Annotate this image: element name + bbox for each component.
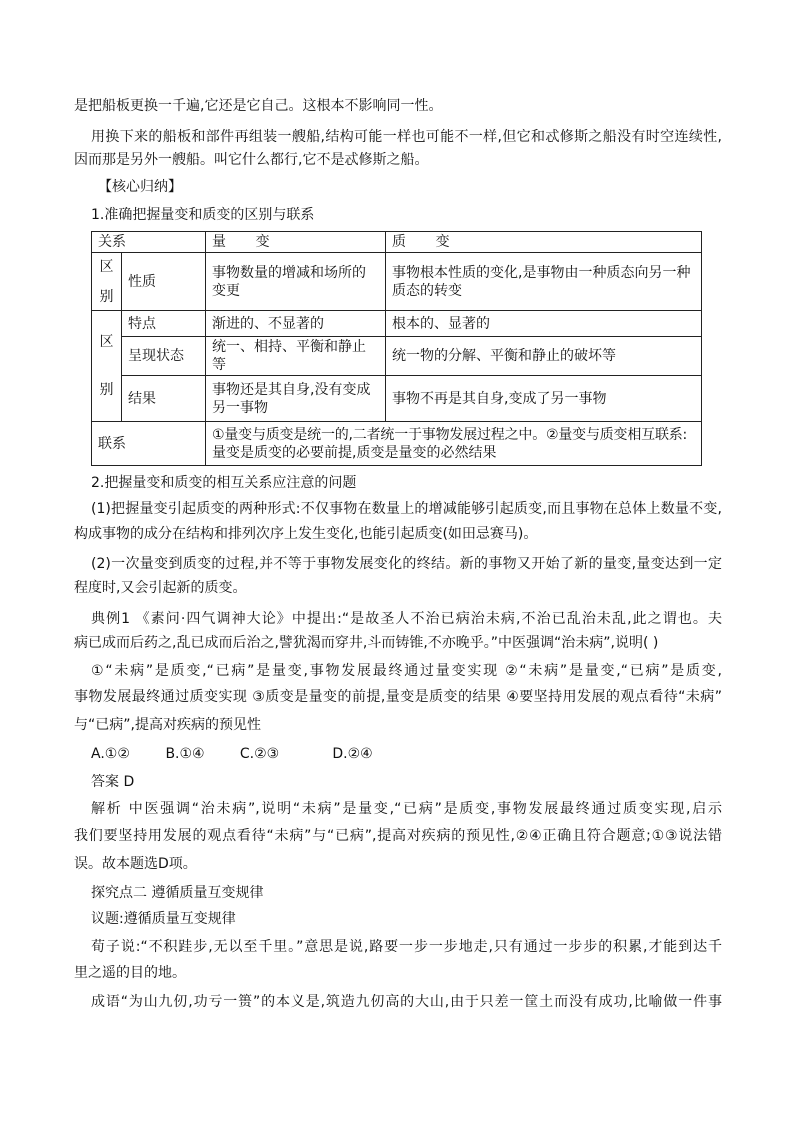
point-line: (2)一次量变到质变的过程,并不等于事物发展变化的终结。新的事物又开始了新的量变,量变达到一定 xyxy=(91,556,722,572)
comparison-table xyxy=(91,231,702,466)
distinction-label: 区 别 xyxy=(92,311,122,422)
example-line: ①“未病”是质变,“已病”是量变,事物发展最终通过量变实现 ②“未病”是量变,“已病”是质变, xyxy=(91,663,722,679)
xunzi-line: 里之遥的目的地。 xyxy=(74,965,186,981)
option-d: D.②④ xyxy=(332,746,373,762)
point-line: 构成事物的成分在结构和排列次序上发生变化,也能引起质变(如田忌赛马)。 xyxy=(74,526,538,542)
cell-link: ①量变与质变是统一的,二者统一于事物发展过程之中。②量变与质变相互联系: 量变是质变的必要前提,质变是量变的必然结果 xyxy=(206,422,702,466)
table-row-nature xyxy=(92,253,702,311)
table-row-feature xyxy=(92,311,702,337)
row-label: 特点 xyxy=(122,311,206,337)
row-label: 联系 xyxy=(92,422,206,466)
analysis-line: 我们要坚持用发展的观点看待“未病”与“已病”,提高对疾病的预见性,②④正确且符合题意;①③说法错 xyxy=(74,828,722,844)
cell-quantitative: 事物数量的增减和场所的变更 xyxy=(206,253,386,311)
table-row-result xyxy=(92,376,702,422)
intro-paragraph-line: 因而那是另外一艘船。叫它什么都行,它不是忒修斯之船。 xyxy=(74,152,429,168)
analysis-line: 误。故本题选D项。 xyxy=(74,856,197,872)
topic-line: 议题:遵循质量互变规律 xyxy=(91,911,236,927)
row-label: 呈现状态 xyxy=(122,337,206,376)
cell-quantitative: 事物还是其自身,没有变成另一事物 xyxy=(206,376,386,422)
analysis-line: 解析 中医强调“治未病”,说明“未病”是量变,“已病”是质变,事物发展最终通过质变实现,启示 xyxy=(91,801,722,817)
table-header-row xyxy=(92,232,702,253)
cell-qualitative: 统一物的分解、平衡和静止的破坏等 xyxy=(386,337,702,376)
cell-qualitative: 根本的、显著的 xyxy=(386,311,702,337)
table-row-state xyxy=(92,337,702,376)
row-label: 性质 xyxy=(122,253,206,311)
option-a: A.①② xyxy=(91,746,130,762)
example-line: 典例1 《素问·四气调神大论》中提出:“是故圣人不治已病治未病,不治已乱治未乱,此之谓也。夫 xyxy=(91,611,722,627)
row-label: 结果 xyxy=(122,376,206,422)
idiom-line: 成语“为山九仞,功亏一篑”的本义是,筑造九仞高的大山,由于只差一筐土而没有成功,比喻做一件事 xyxy=(91,994,722,1010)
cell-quantitative: 统一、相持、平衡和静止等 xyxy=(206,337,386,376)
answer-options xyxy=(91,745,402,763)
intro-paragraph-line: 用换下来的船板和部件再组装一艘船,结构可能一样也可能不一样,但它和忒修斯之船没有时空连续性, xyxy=(91,129,722,145)
cell-qualitative: 事物不再是其自身,变成了另一事物 xyxy=(386,376,702,422)
option-b: B.①④ xyxy=(165,746,205,762)
example-line: 事物发展最终通过质变实现 ③质变是量变的前提,量变是质变的结果 ④要坚持用发展的观点看待“未病” xyxy=(74,689,722,705)
example-line: 与“已病”,提高对疾病的预见性 xyxy=(74,717,261,733)
table-row-link xyxy=(92,422,702,466)
cell-quantitative: 渐进的、不显著的 xyxy=(206,311,386,337)
example-line: 病已成而后药之,乱已成而后治之,譬犹渴而穿井,斗而铸锥,不亦晚乎。”中医强调“治未病”,说明( ) xyxy=(74,635,659,651)
intro-line: 是把船板更换一千遍,它还是它自己。这根本不影响同一性。 xyxy=(74,98,443,114)
header-qualitative: 质 变 xyxy=(386,232,702,253)
point-line: (1)把握量变引起质变的两种形式:不仅事物在数量上的增减能够引起质变,而且事物在总体上数量不变, xyxy=(91,501,722,517)
answer-line: 答案 D xyxy=(91,774,135,790)
cell-qualitative: 事物根本性质的变化,是事物由一种质态向另一种质态的转变 xyxy=(386,253,702,311)
section-title: 1.准确把握量变和质变的区别与联系 xyxy=(91,207,315,223)
header-relation: 关系 xyxy=(92,232,206,253)
point-line: 程度时,又会引起新的质变。 xyxy=(74,580,247,596)
distinction-label: 区 别 xyxy=(92,253,122,311)
explore-title: 探究点二 遵循质量互变规律 xyxy=(91,885,264,901)
core-heading: 【核心归纳】 xyxy=(98,179,182,195)
xunzi-line: 荀子说:“不积跬步,无以至千里。”意思是说,路要一步一步地走,只有通过一步步的积累,才能到达千 xyxy=(91,939,722,955)
option-c: C.②③ xyxy=(239,746,280,762)
section-title: 2.把握量变和质变的相互关系应注意的问题 xyxy=(91,475,357,491)
header-quantitative: 量 变 xyxy=(206,232,386,253)
